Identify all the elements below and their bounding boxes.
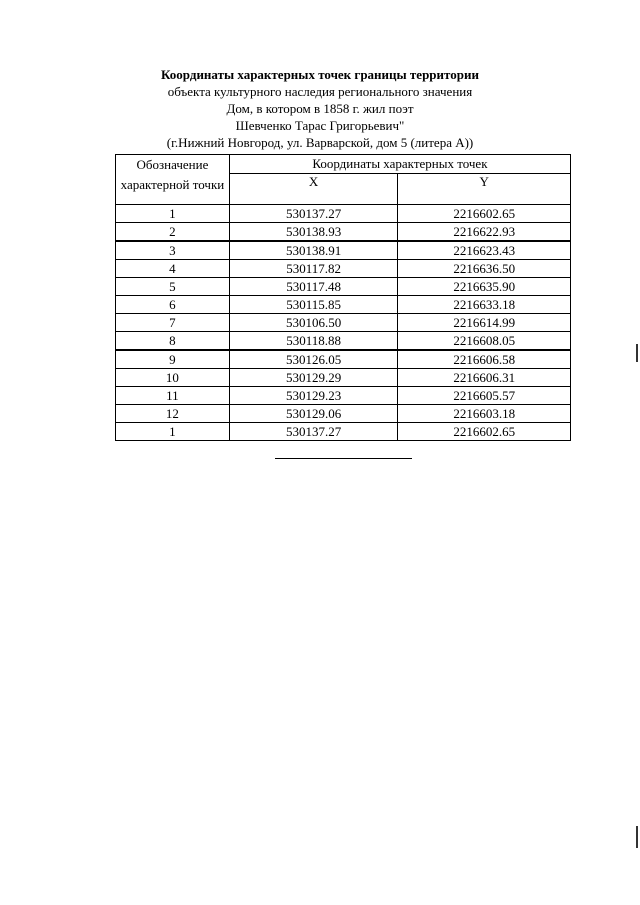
coordinates-table [115,154,571,441]
point-cell: 12 [116,405,230,423]
x-coordinate-cell: 530137.27 [229,423,398,441]
y-coordinate-cell: 2216606.31 [398,369,571,387]
x-coordinate-cell: 530126.05 [229,350,398,369]
table-row [116,350,571,369]
document-title [0,66,640,151]
coordinates-column-header: Координаты характерных точек [229,155,570,174]
closing-rule [275,458,412,459]
table-row [116,278,571,296]
y-coordinate-cell: 2216633.18 [398,296,571,314]
table-row [116,296,571,314]
y-column-header: Y [398,174,571,205]
scan-edge-mark [636,826,638,848]
x-coordinate-cell: 530137.27 [229,205,398,223]
point-cell: 1 [116,205,230,223]
table-row [116,223,571,242]
y-coordinate-cell: 2216603.18 [398,405,571,423]
point-cell: 4 [116,260,230,278]
title-line-3: Дом, в котором в 1858 г. жил поэт [226,101,414,116]
y-coordinate-cell: 2216602.65 [398,205,571,223]
point-cell: 5 [116,278,230,296]
y-coordinate-cell: 2216605.57 [398,387,571,405]
title-line-5: (г.Нижний Новгород, ул. Варварской, дом 5 (литера А)) [166,135,474,150]
x-coordinate-cell: 530129.06 [229,405,398,423]
x-coordinate-cell: 530138.91 [229,241,398,260]
point-cell: 1 [116,423,230,441]
x-coordinate-cell: 530129.29 [229,369,398,387]
table-row [116,260,571,278]
x-coordinate-cell: 530118.88 [229,332,398,351]
x-coordinate-cell: 530115.85 [229,296,398,314]
table-row [116,314,571,332]
table-row [116,332,571,351]
point-cell: 9 [116,350,230,369]
y-coordinate-cell: 2216602.65 [398,423,571,441]
y-coordinate-cell: 2216623.43 [398,241,571,260]
y-coordinate-cell: 2216636.50 [398,260,571,278]
point-cell: 7 [116,314,230,332]
y-coordinate-cell: 2216608.05 [398,332,571,351]
point-cell: 8 [116,332,230,351]
point-cell: 6 [116,296,230,314]
point-column-header: Обозначение характерной точки [116,155,230,205]
y-coordinate-cell: 2216614.99 [398,314,571,332]
table-row [116,423,571,441]
point-cell: 3 [116,241,230,260]
point-cell: 2 [116,223,230,242]
title-line-4: Шевченко Тарас Григорьевич" [235,118,405,133]
title-line-2: объекта культурного наследия регионального значения [167,84,473,99]
point-cell: 11 [116,387,230,405]
table-row [116,205,571,223]
scan-edge-mark [636,344,638,362]
x-coordinate-cell: 530138.93 [229,223,398,242]
x-coordinate-cell: 530117.48 [229,278,398,296]
x-column-header: X [229,174,398,205]
y-coordinate-cell: 2216622.93 [398,223,571,242]
y-coordinate-cell: 2216635.90 [398,278,571,296]
table-row [116,369,571,387]
title-line-1: Координаты характерных точек границы территории [161,67,479,82]
table-row [116,241,571,260]
x-coordinate-cell: 530117.82 [229,260,398,278]
point-cell: 10 [116,369,230,387]
table-row [116,405,571,423]
x-coordinate-cell: 530106.50 [229,314,398,332]
y-coordinate-cell: 2216606.58 [398,350,571,369]
x-coordinate-cell: 530129.23 [229,387,398,405]
table-row [116,387,571,405]
